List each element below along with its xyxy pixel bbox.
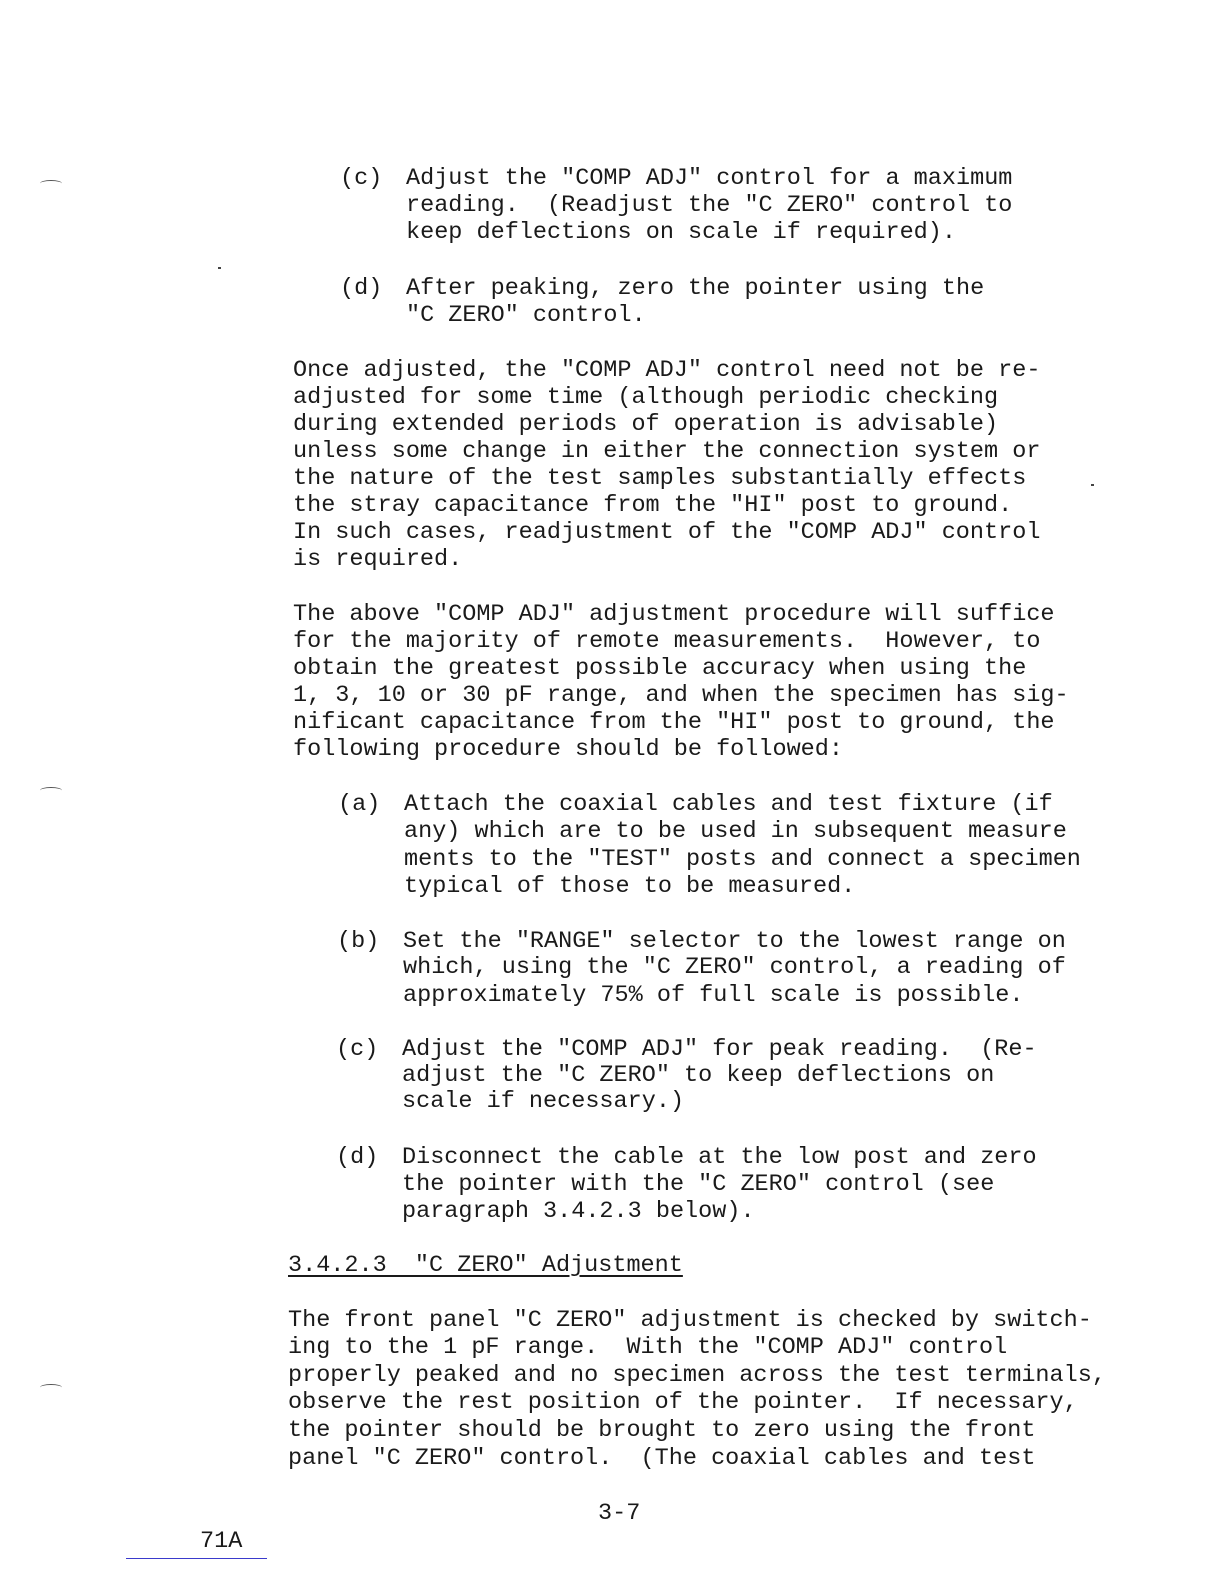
step-label: (c) (336, 1036, 379, 1063)
step-text-line: scale if necessary.) (402, 1088, 685, 1115)
step-text-line: Adjust the "COMP ADJ" for peak reading. (Re- (402, 1036, 1037, 1063)
paragraph-line: during extended periods of operation is advisable) (293, 411, 999, 438)
paragraph-line: nificant capacitance from the "HI" post to ground, the (293, 709, 1055, 736)
step-label: (c) (340, 165, 383, 192)
step-label: (d) (340, 275, 383, 302)
paragraph-line: following procedure should be followed: (293, 736, 843, 763)
step-text-line: which, using the "C ZERO" control, a reading of (403, 954, 1066, 981)
step-text-line: approximately 75% of full scale is possible. (403, 982, 1024, 1009)
step-text-line: reading. (Readjust the "C ZERO" control to (406, 192, 1013, 219)
paragraph-line: adjusted for some time (although periodic checking (293, 384, 999, 411)
page-number: 3-7 (598, 1500, 641, 1527)
document-code: 71A (200, 1528, 243, 1555)
step-label: (b) (337, 928, 380, 955)
step-text-line: Adjust the "COMP ADJ" control for a maximum (406, 165, 1013, 192)
paragraph-line: In such cases, readjustment of the "COMP ADJ" control (293, 519, 1041, 546)
step-label: (d) (336, 1144, 379, 1171)
paragraph-line: panel "C ZERO" control. (The coaxial cables and test (288, 1445, 1036, 1472)
binder-hole-mark (40, 1384, 62, 1391)
step-text-line: ments to the "TEST" posts and connect a specimen (404, 846, 1081, 873)
step-text-line: "C ZERO" control. (406, 302, 646, 329)
paragraph-line: The above "COMP ADJ" adjustment procedure will suffice (293, 601, 1055, 628)
step-text-line: paragraph 3.4.2.3 below). (402, 1198, 755, 1225)
scan-speck (218, 267, 221, 269)
paragraph-line: unless some change in either the connection system or (293, 438, 1041, 465)
step-text-line: After peaking, zero the pointer using the (406, 275, 985, 302)
paragraph-line: for the majority of remote measurements. However, to (293, 628, 1041, 655)
paragraph-line: is required. (293, 546, 463, 573)
step-text-line: adjust the "C ZERO" to keep deflections on (402, 1062, 995, 1089)
step-text-line: keep deflections on scale if required). (406, 219, 956, 246)
paragraph-line: Once adjusted, the "COMP ADJ" control need not be re- (293, 357, 1041, 384)
paragraph-line: the pointer should be brought to zero using the front (288, 1417, 1036, 1444)
binder-hole-mark (40, 787, 62, 794)
paragraph-line: ing to the 1 pF range. With the "COMP ADJ" control (288, 1334, 1008, 1361)
step-text-line: Set the "RANGE" selector to the lowest range on (403, 928, 1066, 955)
step-text-line: Attach the coaxial cables and test fixture (if (404, 791, 1053, 818)
scan-speck (1091, 484, 1094, 486)
section-heading: 3.4.2.3 "C ZERO" Adjustment (288, 1252, 683, 1279)
paragraph-line: properly peaked and no specimen across the test terminals, (288, 1362, 1106, 1389)
paragraph-line: 1, 3, 10 or 30 pF range, and when the specimen has sig- (293, 682, 1069, 709)
step-text-line: typical of those to be measured. (404, 873, 856, 900)
paragraph-line: observe the rest position of the pointer. If necessary, (288, 1389, 1078, 1416)
step-text-line: Disconnect the cable at the low post and zero (402, 1144, 1037, 1171)
paragraph-line: the nature of the test samples substantially effects (293, 465, 1027, 492)
step-text-line: the pointer with the "C ZERO" control (see (402, 1171, 995, 1198)
binder-hole-mark (40, 180, 62, 187)
paragraph-line: obtain the greatest possible accuracy when using the (293, 655, 1027, 682)
paragraph-line: The front panel "C ZERO" adjustment is checked by switch- (288, 1307, 1092, 1334)
footer-rule (126, 1558, 267, 1559)
step-label: (a) (338, 791, 381, 818)
paragraph-line: the stray capacitance from the "HI" post to ground. (293, 492, 1013, 519)
step-text-line: any) which are to be used in subsequent measure (404, 818, 1067, 845)
